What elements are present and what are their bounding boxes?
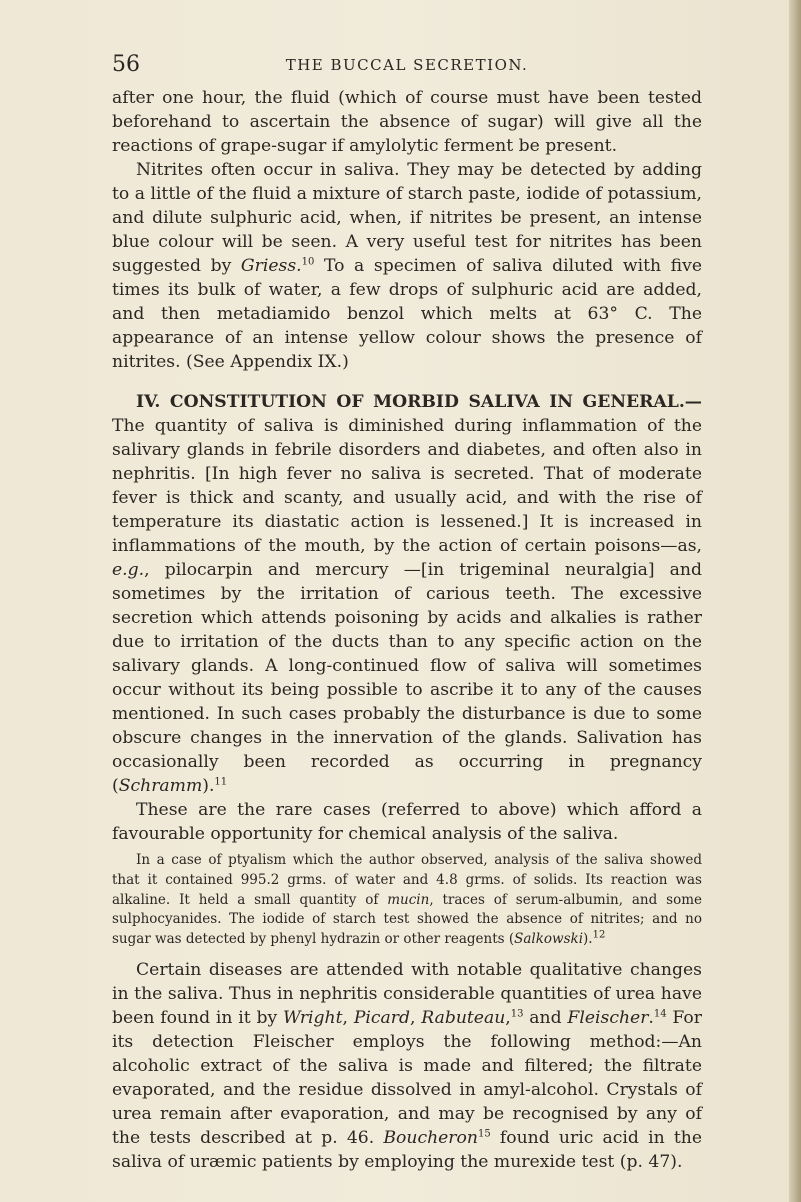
page-edge — [789, 0, 801, 1202]
footnote-ref: 11 — [214, 776, 228, 788]
page-header — [112, 52, 702, 82]
running-head: THE BUCCAL SECRETION. — [285, 56, 529, 74]
footnote-ref: 10 — [301, 256, 315, 268]
author-salkowski: Salkowski — [514, 931, 584, 948]
page-number: 56 — [112, 52, 140, 77]
paragraph-qualitative: Certain diseases are attended with notable qualitative changes in the saliva. Thus in nephritis considerable quantities of urea have been found in it by Wright, Picard, Rabuteau,$^{13}$ and Fleischer.$^{14}$ For its detection Fleischer employs the following method:—An alcoholic extract of the saliva is made and filtered; the filtrate evaporated, and the residue dissolved in amyl-alcohol. Crystals of urea remain after evaporation, and may be recognised by any of the tests described at p. 46. Boucheron$^{15}$ found uric acid in the saliva of uræmic patients by employing the murexide test (p. 47). — [112, 959, 702, 1172]
paragraph-rare-cases: These are the rare cases (referred to above) which afford a favourable opportunity for chemical analysis of the saliva. — [112, 800, 702, 844]
paragraph-constitution: IV. CONSTITUTION OF MORBID SALIVA IN GENERAL.— The quantity of saliva is diminished during inflammation of the salivary glands in febrile disorders and diabetes, and often also in nephritis. [In high fever no saliva is secreted. That of moderate fever is thick and scanty, and usually acid, and with the rise of temperature its diastatic action is lessened.] It is increased in inflammations of the mouth, by the action of certain poisons—as, e.g., pilocarpin and mercury —[in trigeminal neuralgia] and sometimes by the irritation of carious teeth. The excessive secretion which attends poisoning by acids and alkalies is rather due to irritation of the ducts than to any specific action on the salivary glands. A long-continued flow of saliva will sometimes occur without its being possible to ascribe it to any of the causes mentioned. In such cases probably the disturbance is due to some obscure changes in the innervation of the glands. Salivation has occasionally been recorded as occurring in pregnancy (Schramm).$^{11}$ — [112, 392, 702, 796]
paragraph-1: after one hour, the fluid (which of course must have been tested beforehand to ascertain the absence of sugar) will give all the reactions of grape-sugar if amylolytic ferment be present. — [112, 88, 702, 156]
author-griess: Griess. — [240, 256, 302, 276]
paragraph-nitrites: Nitrites often occur in saliva. They may be detected by adding to a little of the fluid a mixture of starch paste, iodide of potassium, and dilute sulphuric acid, when, if nitrites be present, an intense blue colour will be seen. A very useful test for nitrites has been suggested by Griess.$^{10}$ To a specimen of saliva diluted with five times its bulk of water, a few drops of sulphuric acid are added, and then metadiamido benzol which melts at 63° C. The appearance of an intense yellow colour shows the presence of nitrites. (See Appendix IX.) — [112, 160, 703, 372]
section-heading: IV. CONSTITUTION OF MORBID SALIVA IN GENERAL.— — [136, 392, 702, 412]
footnote-ref: 12 — [592, 929, 606, 941]
author-schramm: Schramm — [118, 776, 203, 796]
body-text — [112, 86, 702, 1174]
case-note: In a case of ptyalism which the author observed, analysis of the saliva showed that it contained 995.2 grms. of water and 4.8 grms. of solids. Its reaction was alkaline. It held a small quantity of mucin, traces of serum-albumin, and some sulphocyanides. The iodide of starch test showed the absence of nitrites; and no sugar was detected by phenyl hydrazin or other reagents (Salkowski).$^{12}$ — [112, 852, 702, 948]
